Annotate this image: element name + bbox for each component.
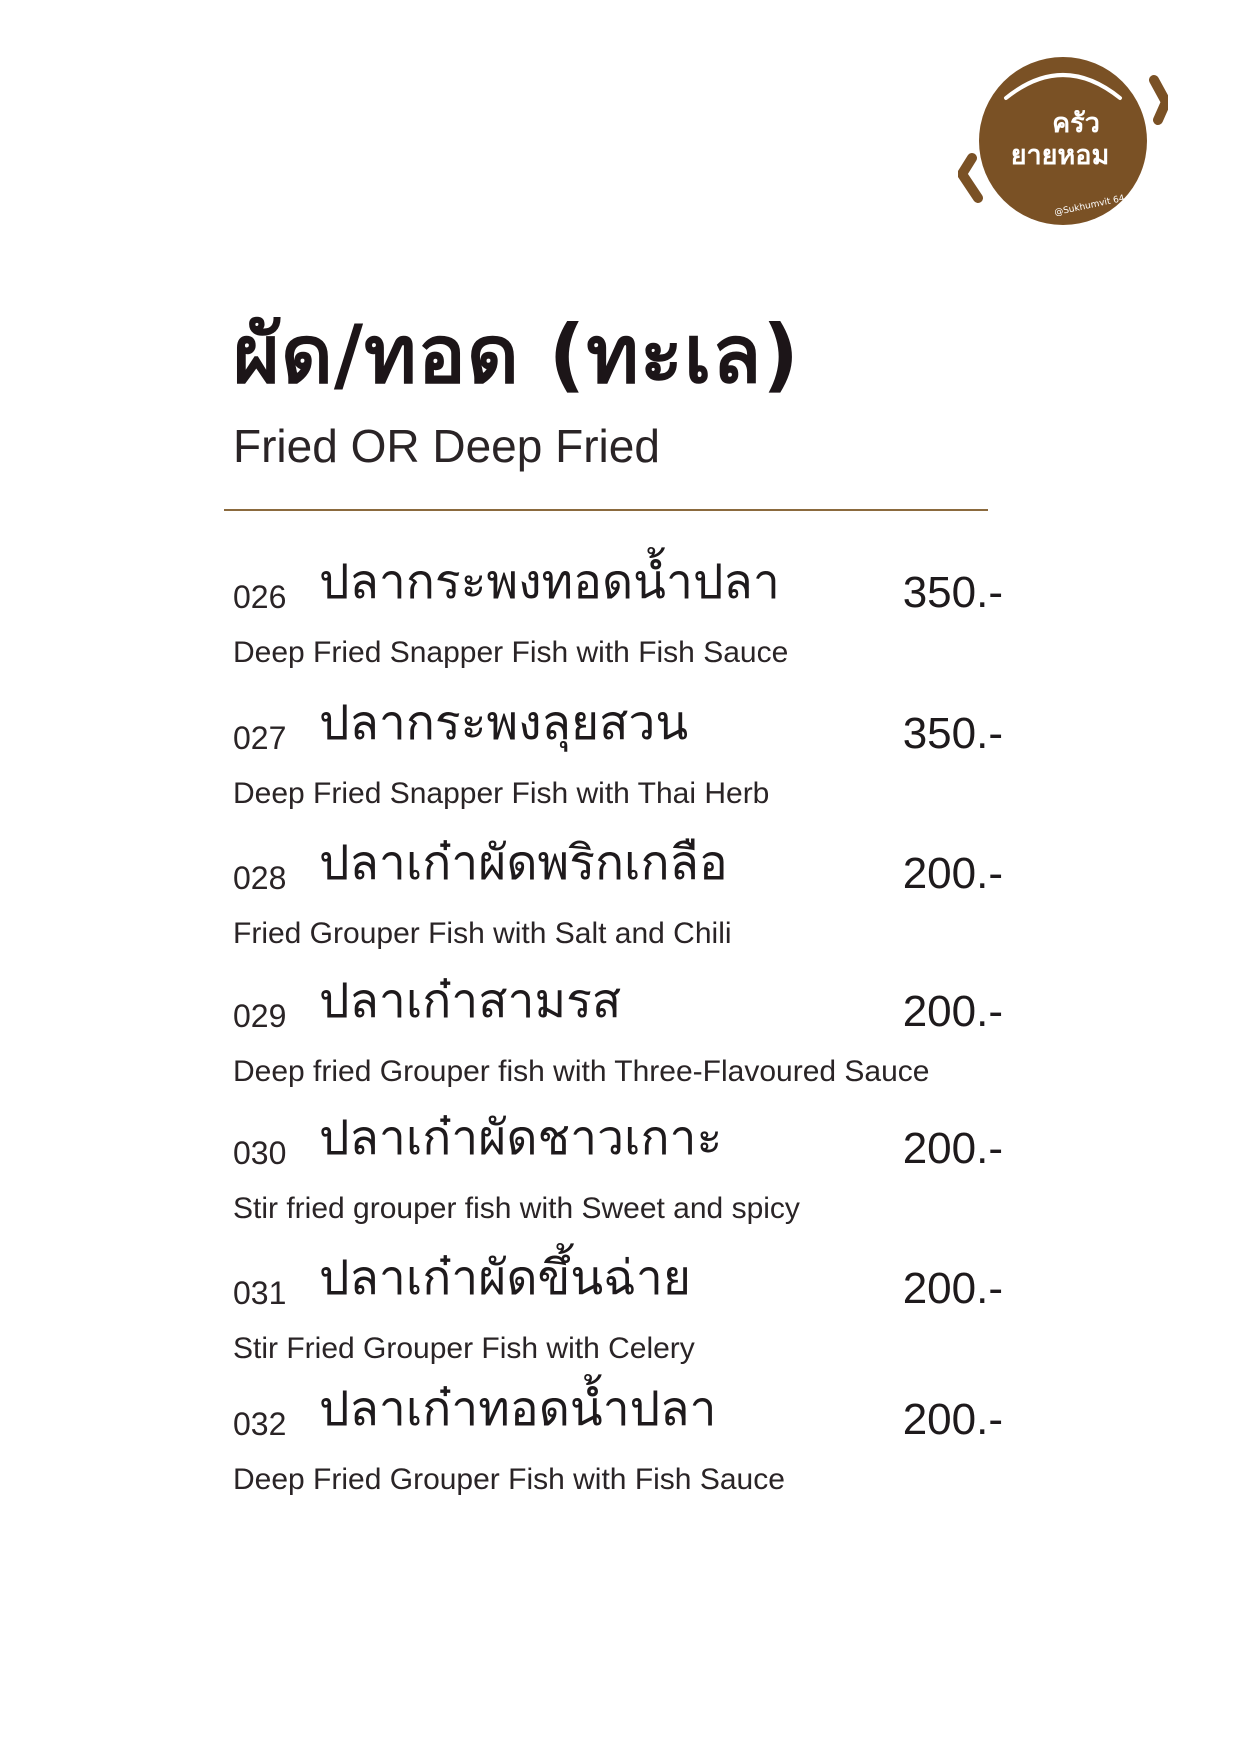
item-code: 032 — [233, 1406, 287, 1442]
menu-item-header — [233, 1112, 1003, 1182]
item-code: 027 — [233, 720, 287, 756]
item-code: 031 — [233, 1275, 287, 1311]
item-name-thai: ปลากระพงทอดน้ำปลา — [319, 554, 780, 610]
item-code: 030 — [233, 1135, 287, 1171]
item-name-thai: ปลาเก๋าผัดชาวเกาะ — [319, 1110, 723, 1166]
item-code: 029 — [233, 998, 287, 1034]
item-name-thai: ปลาเก๋าผัดขึ้นฉ่าย — [319, 1250, 691, 1306]
item-code: 026 — [233, 579, 287, 615]
item-price: 350.- — [902, 568, 1003, 617]
item-name-english: Deep fried Grouper fish with Three-Flavoured Sauce — [233, 1055, 930, 1088]
page-header — [233, 300, 993, 476]
item-name-english: Deep Fried Grouper Fish with Fish Sauce — [233, 1463, 785, 1496]
item-price: 200.- — [902, 1124, 1003, 1173]
menu-item — [233, 1112, 1003, 1242]
menu-item — [233, 1383, 1003, 1513]
item-name-english: Stir fried grouper fish with Sweet and spicy — [233, 1192, 800, 1225]
menu-item — [233, 1252, 1003, 1382]
item-price: 200.- — [902, 849, 1003, 898]
page-title-english: Fried OR Deep Fried — [233, 420, 660, 472]
item-price: 350.- — [902, 709, 1003, 758]
menu-item-header — [233, 556, 1003, 626]
item-price: 200.- — [902, 987, 1003, 1036]
item-price: 200.- — [902, 1395, 1003, 1444]
item-name-english: Deep Fried Snapper Fish with Thai Herb — [233, 777, 770, 810]
pot-logo-icon — [958, 50, 1168, 232]
menu-item — [233, 697, 1003, 827]
menu-item — [233, 837, 1003, 967]
item-name-thai: ปลาเก๋าผัดพริกเกลือ — [319, 835, 728, 891]
item-name-thai: ปลาเก๋าสามรส — [319, 973, 622, 1029]
menu-item-header — [233, 1252, 1003, 1322]
logo-line1: ครัว — [1052, 108, 1100, 139]
item-name-english: Fried Grouper Fish with Salt and Chili — [233, 917, 732, 950]
menu-item-header — [233, 837, 1003, 907]
page-title-thai: ผัด/ทอด (ทะเล) — [233, 308, 800, 401]
menu-item-header — [233, 1383, 1003, 1453]
logo-line2: ยายหอม — [1010, 140, 1110, 171]
menu-item — [233, 975, 1003, 1105]
item-name-thai: ปลากระพงลุยสวน — [319, 695, 689, 751]
header-divider — [224, 509, 988, 511]
menu-item-header — [233, 697, 1003, 767]
menu-item-header — [233, 975, 1003, 1045]
item-name-english: Stir Fried Grouper Fish with Celery — [233, 1332, 695, 1365]
menu-item — [233, 556, 1003, 686]
logo-handle: @Sukhumvit 64 — [1053, 193, 1126, 219]
item-price: 200.- — [902, 1264, 1003, 1313]
item-name-thai: ปลาเก๋าทอดน้ำปลา — [319, 1381, 717, 1437]
restaurant-logo — [958, 50, 1168, 232]
item-code: 028 — [233, 860, 287, 896]
item-name-english: Deep Fried Snapper Fish with Fish Sauce — [233, 636, 789, 669]
